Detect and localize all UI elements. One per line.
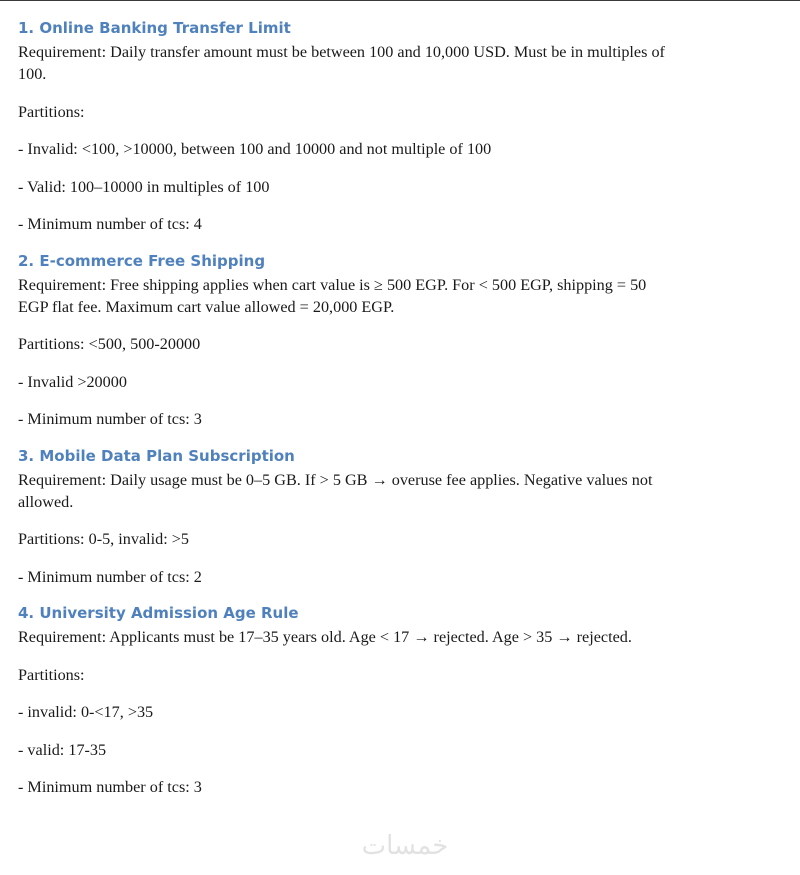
- section-online-banking-transfer-limit: [18, 17, 678, 235]
- section-heading: 3. Mobile Data Plan Subscription: [18, 446, 295, 465]
- section-ecommerce-free-shipping: [18, 250, 678, 431]
- section-university-admission-age: [18, 602, 678, 798]
- requirement-paragraph: Requirement: Free shipping applies when cart value is ≥ 500 EGP. For < 500 EGP, shipping = 50 EGP flat fee. Maximum cart value allowed = 20,000 EGP.: [18, 275, 647, 316]
- partitions-label: Partitions:: [18, 102, 85, 121]
- partitions-line: Partitions: <500, 500-20000: [18, 335, 201, 353]
- section-heading: 2. E-commerce Free Shipping: [18, 251, 266, 270]
- requirement-paragraph: Requirement: Daily transfer amount must be between 100 and 10,000 USD. Must be in multiples of 100.: [18, 43, 665, 83]
- section-heading: 4. University Admission Age Rule: [18, 604, 299, 622]
- watermark-logo: خمسات: [361, 831, 449, 861]
- partitions-label: Partitions:: [18, 665, 85, 684]
- invalid-partition: - Invalid >20000: [18, 372, 127, 391]
- requirement-paragraph: Requirement: Daily usage must be 0–5 GB. If > 5 GB → overuse fee applies. Negative values not allowed.: [18, 470, 653, 511]
- requirement-paragraph: Requirement: Applicants must be 17–35 years old. Age < 17 → rejected. Age > 35 → rejected.: [18, 628, 632, 646]
- document-body: [18, 17, 678, 814]
- top-border-line: [0, 0, 800, 1]
- valid-partition: - Valid: 100–10000 in multiples of 100: [18, 177, 270, 196]
- valid-partition: - valid: 17-35: [18, 740, 107, 759]
- min-test-cases: - Minimum number of tcs: 4: [18, 215, 202, 233]
- min-test-cases: - Minimum number of tcs: 2: [18, 567, 202, 586]
- partitions-line: Partitions: 0-5, invalid: >5: [18, 530, 189, 548]
- section-mobile-data-plan: [18, 445, 678, 588]
- section-heading: 1. Online Banking Transfer Limit: [18, 19, 291, 37]
- min-test-cases: - Minimum number of tcs: 3: [18, 778, 202, 796]
- min-test-cases: - Minimum number of tcs: 3: [18, 410, 202, 428]
- invalid-partition: - Invalid: <100, >10000, between 100 and 10000 and not multiple of 100: [18, 140, 492, 158]
- invalid-partition: - invalid: 0-<17, >35: [18, 703, 154, 721]
